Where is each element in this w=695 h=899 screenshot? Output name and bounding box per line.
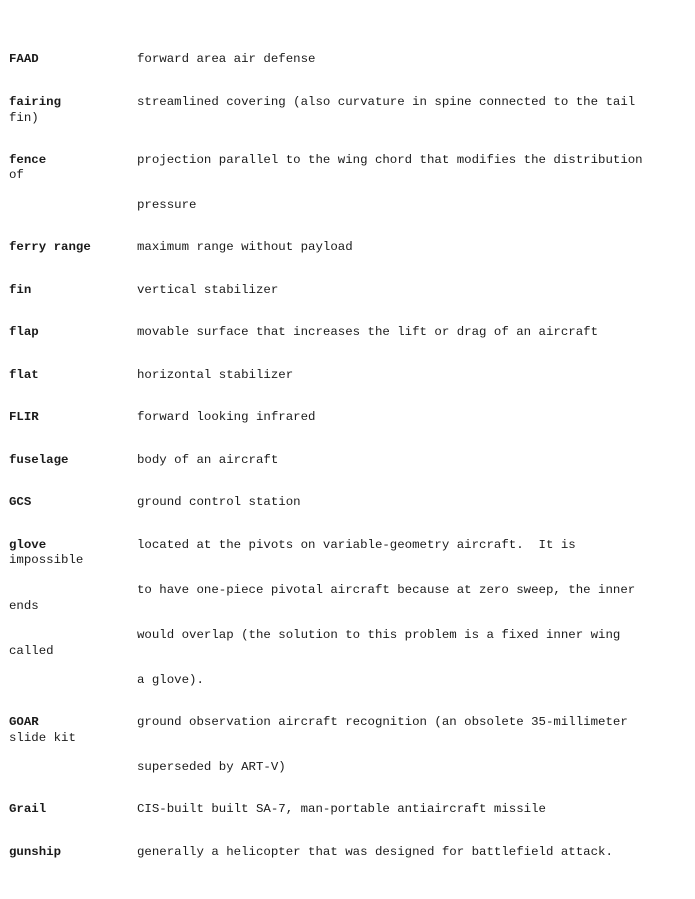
definition-glove-wrap-2: ends [9, 599, 39, 613]
definition-flat: horizontal stabilizer [137, 368, 294, 382]
term-goar: GOAR [9, 715, 39, 729]
definition-gunship: generally a helicopter that was designed for battlefield attack. [137, 845, 613, 859]
definition-goar-wrap: slide kit [9, 731, 76, 745]
definition-glove-line3: would overlap (the solution to this problem is a fixed inner wing [137, 628, 621, 642]
definition-fairing: streamlined covering (also curvature in spine connected to the tail [137, 95, 636, 109]
definition-glove-line4: a glove). [137, 673, 204, 687]
definition-fairing-wrap: fin) [9, 111, 39, 125]
definition-fin: vertical stabilizer [137, 283, 279, 297]
term-grail: Grail [9, 802, 47, 816]
term-gunship: gunship [9, 845, 62, 859]
term-flir: FLIR [9, 410, 39, 424]
term-ferry-range: ferry range [9, 240, 91, 254]
term-fairing: fairing [9, 95, 62, 109]
definition-goar-line2: superseded by ART-V) [137, 760, 286, 774]
definition-fence: projection parallel to the wing chord that modifies the distribution [137, 153, 643, 167]
definition-glove: located at the pivots on variable-geometry aircraft. It is [137, 538, 576, 552]
term-gcs: GCS [9, 495, 32, 509]
term-flap: flap [9, 325, 39, 339]
term-fence: fence [9, 153, 47, 167]
definition-goar: ground observation aircraft recognition (an obsolete 35-millimeter [137, 715, 628, 729]
definition-glove-wrap-3: called [9, 644, 54, 658]
term-fin: fin [9, 283, 32, 297]
definition-grail: CIS-built built SA-7, man-portable antiaircraft missile [137, 802, 546, 816]
definition-fuselage: body of an aircraft [137, 453, 279, 467]
definition-fence-line2: pressure [137, 198, 197, 212]
definition-glove-wrap-1: impossible [9, 553, 84, 567]
term-fuselage: fuselage [9, 453, 69, 467]
definition-flap: movable surface that increases the lift or drag of an aircraft [137, 325, 599, 339]
definition-glove-line2: to have one-piece pivotal aircraft because at zero sweep, the inner [137, 583, 636, 597]
term-flat: flat [9, 368, 39, 382]
term-faad: FAAD [9, 52, 39, 66]
definition-flir: forward looking infrared [137, 410, 316, 424]
definition-ferry-range: maximum range without payload [137, 240, 353, 254]
definition-fence-wrap: of [9, 168, 24, 182]
term-glove: glove [9, 538, 47, 552]
definition-faad: forward area air defense [137, 52, 316, 66]
definition-gcs: ground control station [137, 495, 301, 509]
